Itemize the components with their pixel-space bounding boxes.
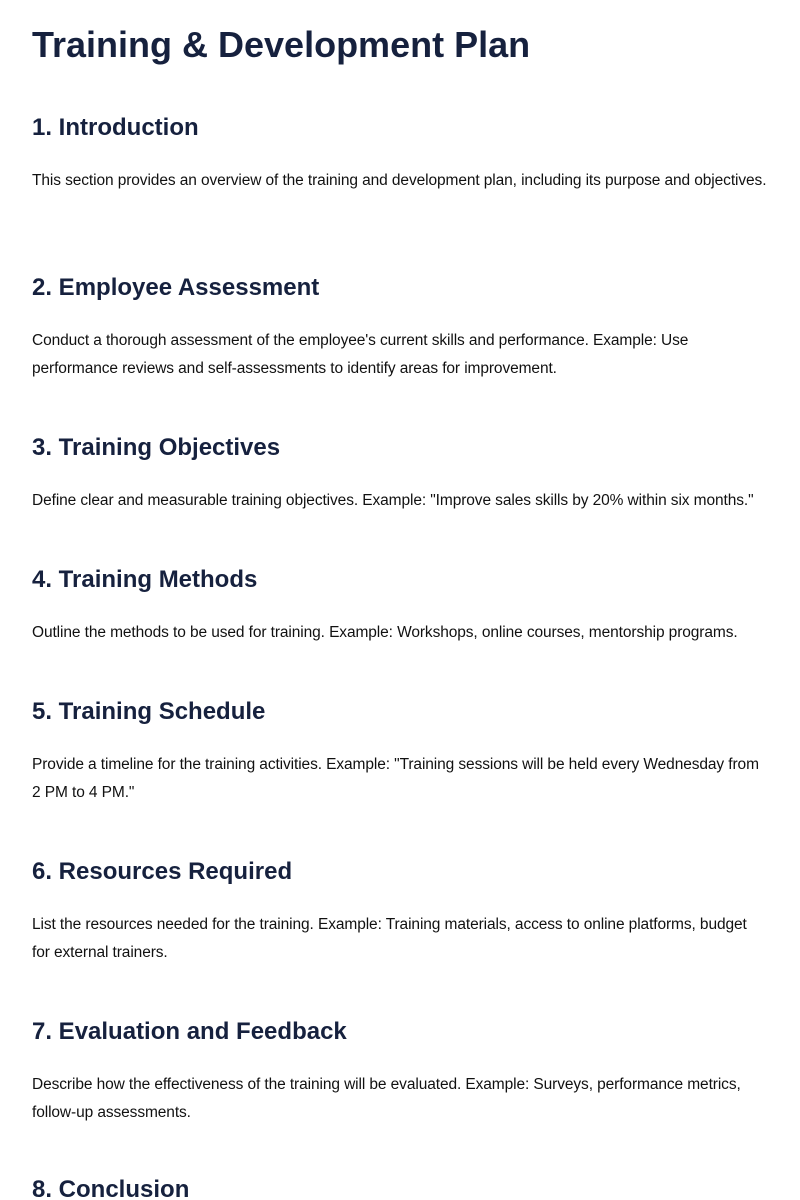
section-employee-assessment (32, 273, 768, 383)
section-body: Provide a timeline for the training activities. Example: "Training sessions will be held every Wednesday from 2 PM to 4 PM." (32, 756, 759, 801)
section-training-schedule (32, 697, 768, 807)
section-heading: 4. Training Methods (32, 566, 258, 593)
section-training-methods (32, 565, 768, 647)
section-introduction (32, 113, 768, 195)
section-heading: 3. Training Objectives (32, 434, 281, 461)
section-body: Outline the methods to be used for training. Example: Workshops, online courses, mentorship programs. (32, 624, 738, 641)
section-body: Describe how the effectiveness of the training will be evaluated. Example: Surveys, performance metrics, follow-up assessments. (32, 1076, 741, 1121)
section-body: This section provides an overview of the training and development plan, including its purpose and objectives. (32, 172, 767, 189)
section-heading: 2. Employee Assessment (32, 274, 320, 301)
section-heading: 5. Training Schedule (32, 698, 266, 725)
section-heading: 6. Resources Required (32, 858, 293, 885)
section-resources-required (32, 857, 768, 967)
section-body: Define clear and measurable training objectives. Example: "Improve sales skills by 20% within six months." (32, 492, 754, 509)
section-heading: 8. Conclusion (32, 1176, 190, 1200)
section-conclusion (32, 1175, 768, 1200)
document-title: Training & Development Plan (32, 24, 531, 65)
section-training-objectives (32, 433, 768, 515)
section-evaluation-and-feedback (32, 1017, 768, 1127)
section-heading: 1. Introduction (32, 114, 199, 141)
section-body: Conduct a thorough assessment of the employee's current skills and performance. Example: Use performance reviews and self-assessments to identify areas for improvement. (32, 332, 689, 377)
section-body: List the resources needed for the training. Example: Training materials, access to online platforms, budget for external trainers. (32, 916, 747, 961)
section-heading: 7. Evaluation and Feedback (32, 1018, 347, 1045)
